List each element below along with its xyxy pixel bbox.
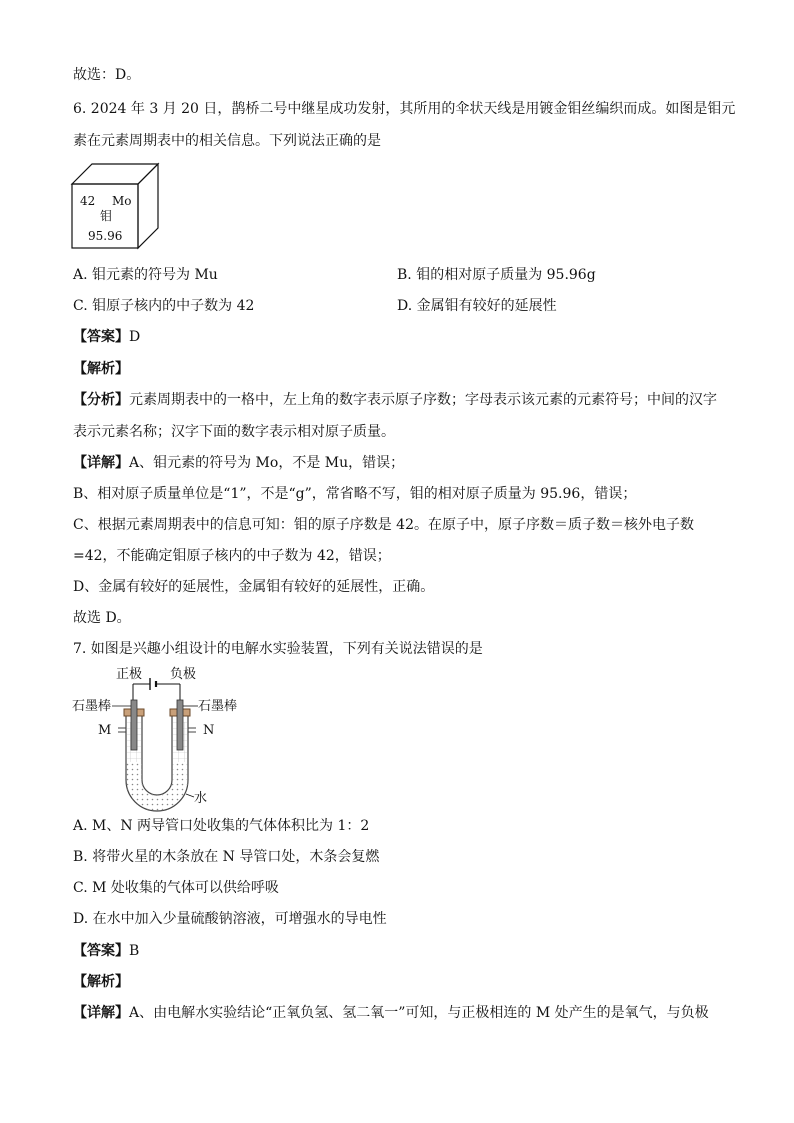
element-symbol: Mo bbox=[112, 194, 132, 208]
previous-answer: 故选：D。 bbox=[73, 67, 141, 83]
q7-analysis-tag bbox=[73, 973, 129, 991]
q6-detail-c2: =42，不能确定钼原子核内的中子数为 42，错误； bbox=[73, 548, 391, 564]
detail-tag: 【详解】 bbox=[73, 455, 129, 471]
electrolysis-diagram bbox=[70, 662, 250, 812]
q6-option-b: B. 钼的相对原子质量为 95.96g bbox=[397, 267, 596, 283]
q6-detail-b: B、相对原子质量单位是“1”，不是“g”，常省略不写，钼的相对原子质量为 95.96，错误； bbox=[73, 486, 637, 502]
q6-analysis-tag bbox=[73, 360, 129, 378]
q6-conclusion: 故选 D。 bbox=[73, 610, 131, 626]
q6-detail-c1: C、根据元素周期表中的信息可知：钼的原子序数是 42。在原子中，原子序数＝质子数＝核外电子数 bbox=[73, 517, 694, 533]
q6-detail-a bbox=[73, 454, 404, 472]
negative-label: 负极 bbox=[170, 667, 197, 682]
q6-fenxi-line1 bbox=[73, 391, 717, 409]
q6-option-a: A. 钼元素的符号为 Mu bbox=[73, 267, 218, 283]
n-label: N bbox=[203, 723, 215, 738]
q6-answer: D bbox=[129, 329, 141, 345]
m-label: M bbox=[98, 723, 112, 738]
q6-option-c: C. 钼原子核内的中子数为 42 bbox=[73, 298, 255, 314]
graphite-right-label: 石墨棒 bbox=[198, 699, 238, 714]
q7-answer-row bbox=[73, 942, 139, 960]
answer-tag: 【答案】 bbox=[73, 329, 129, 345]
q6-answer-row bbox=[73, 328, 140, 346]
q7-stem: 7. 如图是兴趣小组设计的电解水实验装置，下列有关说法错误的是 bbox=[73, 641, 483, 657]
q7-option-c: C. M 处收集的气体可以供给呼吸 bbox=[73, 880, 279, 896]
answer-tag: 【答案】 bbox=[73, 943, 129, 959]
element-cell-figure bbox=[70, 160, 166, 252]
analysis-tag: 【解析】 bbox=[73, 361, 129, 377]
element-atomic-number: 42 bbox=[80, 194, 96, 208]
analysis-tag: 【解析】 bbox=[73, 974, 129, 990]
q7-detail-a bbox=[73, 1004, 709, 1022]
q6-fenxi-line2: 表示元素名称；汉字下面的数字表示相对原子质量。 bbox=[73, 424, 395, 440]
q6-option-d: D. 金属钼有较好的延展性 bbox=[397, 298, 557, 314]
q7-option-a: A. M、N 两导管口处收集的气体体积比为 1：2 bbox=[73, 818, 370, 834]
q6-stem-line1: 6. 2024 年 3 月 20 日，鹊桥二号中继星成功发射，其所用的伞状天线是用镀金钼丝编织而成。如图是钼元 bbox=[73, 101, 736, 117]
q7-option-d: D. 在水中加入少量硫酸钠溶液，可增强水的导电性 bbox=[73, 911, 387, 927]
fenxi-tag: 【分析】 bbox=[73, 392, 129, 408]
fenxi-text: 元素周期表中的一格中，左上角的数字表示原子序数；字母表示该元素的元素符号；中间的汉字 bbox=[129, 392, 717, 408]
element-mass: 95.96 bbox=[88, 229, 123, 243]
positive-label: 正极 bbox=[116, 667, 143, 682]
detail-a-text: A、钼元素的符号为 Mo，不是 Mu，错误； bbox=[129, 455, 405, 471]
element-name: 钼 bbox=[100, 209, 113, 223]
q7-answer: B bbox=[129, 943, 140, 959]
water-label: 水 bbox=[194, 791, 208, 806]
q6-detail-d: D、金属有较好的延展性，金属钼有较好的延展性，正确。 bbox=[73, 579, 435, 595]
detail-tag: 【详解】 bbox=[73, 1005, 129, 1021]
q6-stem-line2: 素在元素周期表中的相关信息。下列说法正确的是 bbox=[73, 133, 381, 149]
q7-option-b: B. 将带火星的木条放在 N 导管口处，木条会复燃 bbox=[73, 849, 380, 865]
graphite-left-label: 石墨棒 bbox=[72, 699, 112, 714]
detail-a-text: A、由电解水实验结论“正氧负氢、氢二氧一”可知，与正极相连的 M 处产生的是氧气，与负极 bbox=[129, 1005, 709, 1021]
